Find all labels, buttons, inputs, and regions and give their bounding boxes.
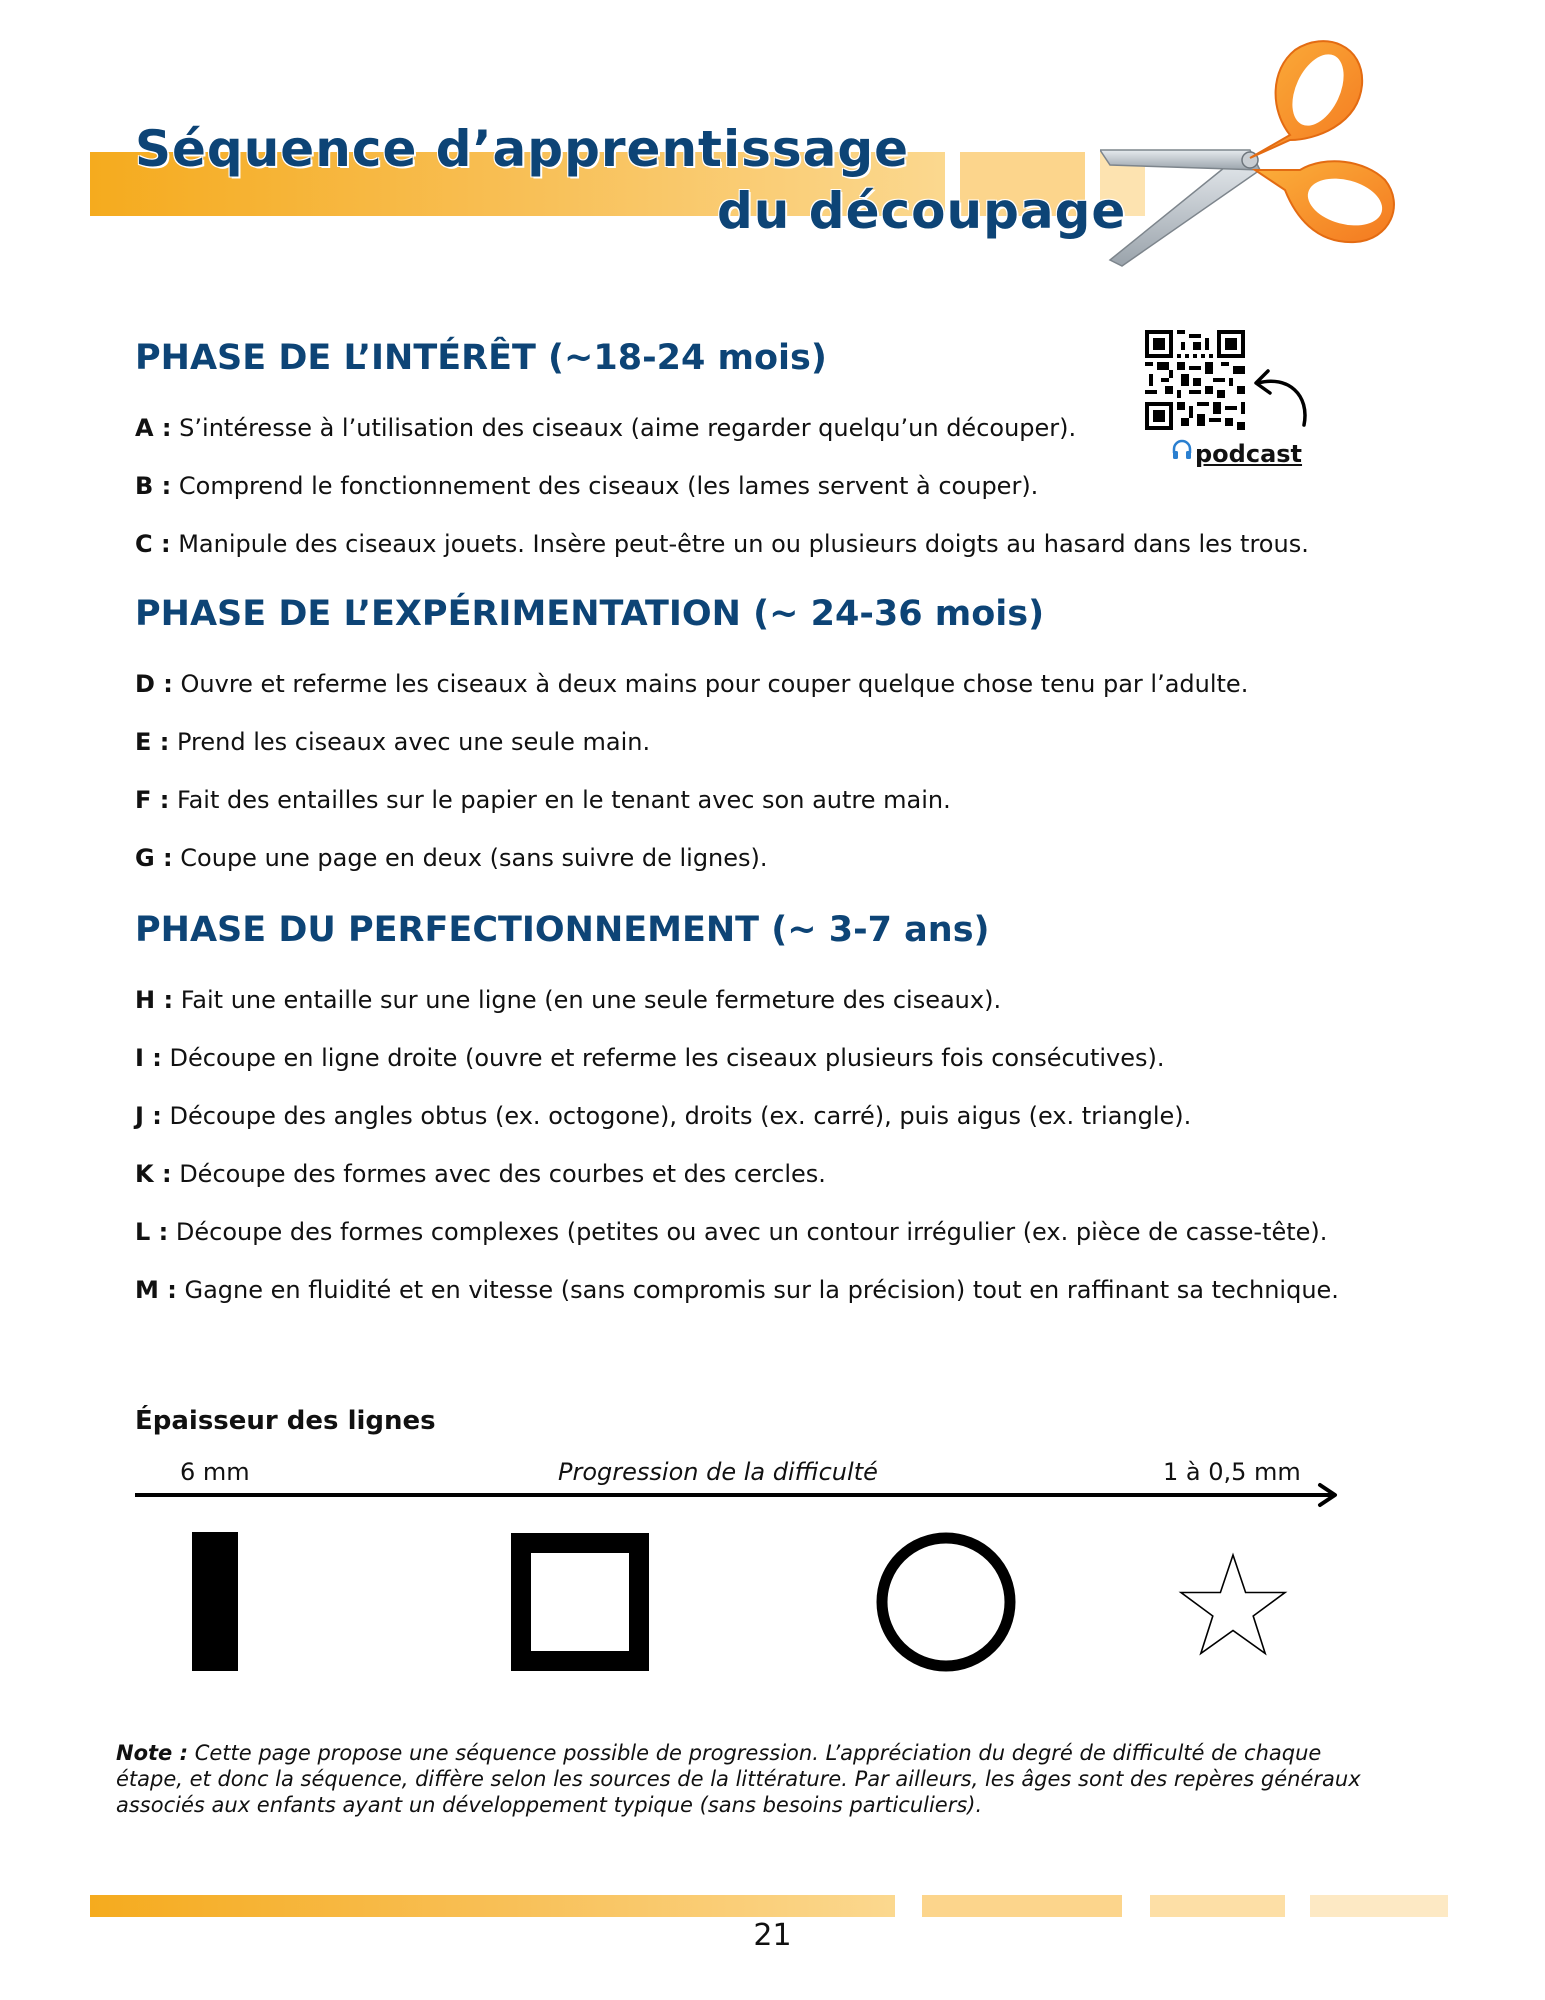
list-item: G : Coupe une page en deux (sans suivre de lignes).: [135, 844, 768, 872]
page-title-line2: du découpage: [717, 182, 1127, 240]
note-paragraph: Note : Cette page propose une séquence possible de progression. L’appréciation du degré de difficulté de chaque étape, et donc la séquence, diffère selon les sources de la littérature. Par ailleurs, les âges sont des repères généraux associés aux enfants ayant un développement typique (sans besoins particuliers).: [116, 1741, 1361, 1817]
podcast-link[interactable]: podcast: [1195, 440, 1303, 468]
list-item: B : Comprend le fonctionnement des ciseaux (les lames servent à couper).: [135, 472, 1039, 500]
difficulty-arrow-icon: [130, 1480, 1350, 1510]
circle-icon: [874, 1530, 1018, 1674]
list-item: H : Fait une entaille sur une ligne (en une seule fermeture des ciseaux).: [135, 986, 1002, 1014]
list-item: I : Découpe en ligne droite (ouvre et referme les ciseaux plusieurs fois consécutives).: [135, 1044, 1165, 1072]
thickness-label: Épaisseur des lignes: [135, 1406, 436, 1436]
scale-middle-label: Progression de la difficulté: [558, 1458, 878, 1486]
list-item: E : Prend les ciseaux avec une seule main.: [135, 728, 651, 756]
list-item: M : Gagne en fluidité et en vitesse (sans compromis sur la précision) tout en raffinant sa technique.: [135, 1276, 1339, 1304]
phase-title-experimentation: PHASE DE L’EXPÉRIMENTATION (~ 24-36 mois): [135, 594, 1045, 634]
scissors-icon: [1100, 30, 1420, 270]
list-item: J : Découpe des angles obtus (ex. octogone), droits (ex. carré), puis aigus (ex. triangle).: [135, 1102, 1192, 1130]
phase-title-perfection: PHASE DU PERFECTIONNEMENT (~ 3-7 ans): [135, 910, 990, 950]
headphones-icon: [1170, 437, 1194, 461]
list-item: F : Fait des entailles sur le papier en le tenant avec son autre main.: [135, 786, 951, 814]
star-icon: [1178, 1552, 1288, 1657]
list-item: A : S’intéresse à l’utilisation des ciseaux (aime regarder quelqu’un découper).: [135, 414, 1077, 442]
scale-start-label: 6 mm: [180, 1458, 250, 1486]
curved-arrow-icon: [1248, 365, 1318, 430]
list-item: K : Découpe des formes avec des courbes et des cercles.: [135, 1160, 826, 1188]
list-item: C : Manipule des ciseaux jouets. Insère peut-être un ou plusieurs doigts au hasard dans les trous.: [135, 530, 1309, 558]
list-item: D : Ouvre et referme les ciseaux à deux mains pour couper quelque chose tenu par l’adulte.: [135, 670, 1249, 698]
square-icon: [510, 1532, 650, 1672]
page-number: 21: [753, 1918, 792, 1953]
vertical-bar-icon: [190, 1530, 240, 1673]
scale-end-label: 1 à 0,5 mm: [1163, 1458, 1301, 1486]
page-title-line1: Séquence d’apprentissage: [135, 120, 910, 178]
list-item: L : Découpe des formes complexes (petites ou avec un contour irrégulier (ex. pièce de casse-tête).: [135, 1218, 1328, 1246]
qr-code-icon[interactable]: [1145, 330, 1245, 430]
phase-title-interest: PHASE DE L’INTÉRÊT (~18-24 mois): [135, 338, 827, 378]
